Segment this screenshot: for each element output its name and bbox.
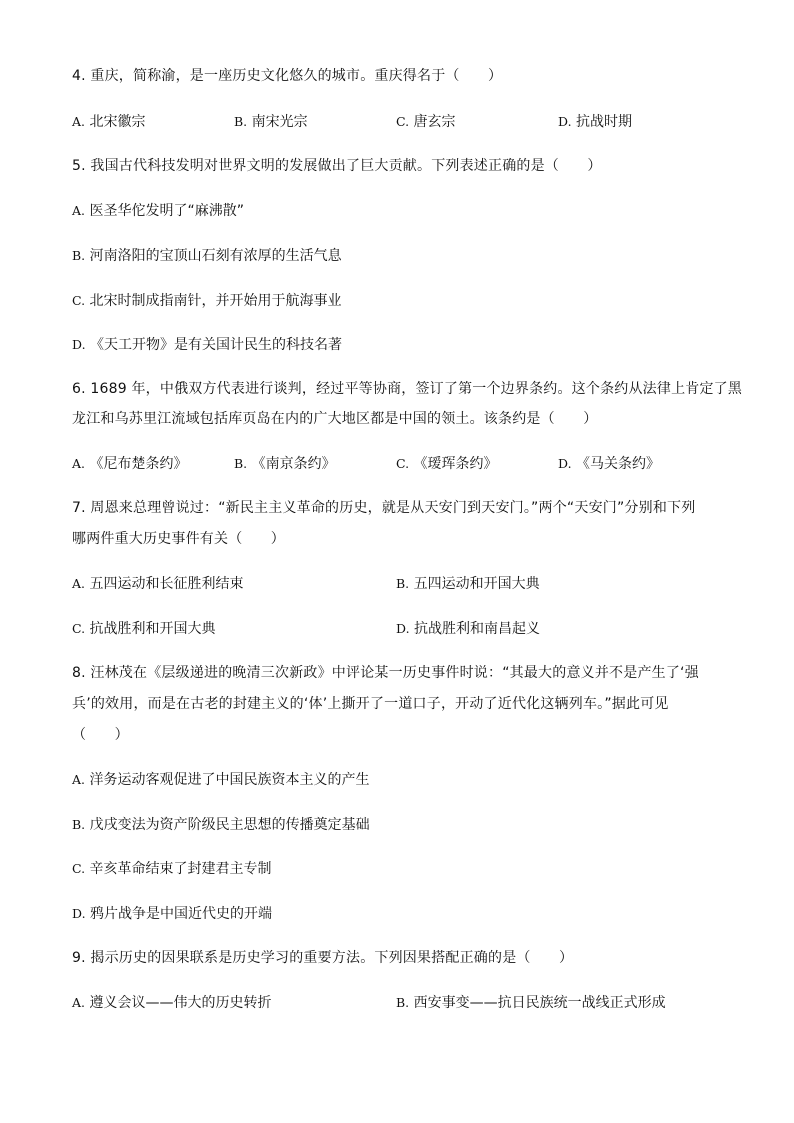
question-4-stem: 4. 重庆，简称渝，是一座历史文化悠久的城市。重庆得名于（ ） — [72, 68, 503, 84]
q4-option-b: B. 南宋光宗 — [234, 114, 308, 130]
question-7-stem-line-1: 7. 周恩来总理曾说过：“新民主主义革命的历史，就是从天安门到天安门。”两个“天安门”分别和下列 — [72, 500, 696, 516]
question-6-stem-line-2: 龙江和乌苏里江流域包括库页岛在内的广大地区都是中国的领土。该条约是（ ） — [72, 411, 598, 427]
question-8-stem-line-1: 8. 汪林茂在《层级递进的晚清三次新政》中评论某一历史事件时说：“其最大的意义并不是产生了‘强 — [72, 665, 699, 681]
q5-option-d: D. 《天工开物》是有关国计民生的科技名著 — [72, 337, 343, 353]
q7-option-a: A. 五四运动和长征胜利结束 — [72, 576, 244, 592]
q8-option-b: B. 戊戌变法为资产阶级民主思想的传播奠定基础 — [72, 817, 370, 833]
q5-option-b: B. 河南洛阳的宝顶山石刻有浓厚的生活气息 — [72, 248, 342, 264]
q8-option-a: A. 洋务运动客观促进了中国民族资本主义的产生 — [72, 772, 370, 788]
question-8-stem-line-2: 兵’的效用，而是在古老的封建主义的‘体’上撕开了一道口子，开动了近代化这辆列车。”据此可见 — [72, 696, 669, 712]
q4-option-c: C. 唐玄宗 — [396, 114, 456, 130]
question-7-stem-line-2: 哪两件重大历史事件有关（ ） — [72, 531, 285, 547]
q9-option-b: B. 西安事变——抗日民族统一战线正式形成 — [396, 995, 666, 1011]
q6-option-c: C. 《瑷珲条约》 — [396, 456, 498, 472]
q5-option-c: C. 北宋时制成指南针，并开始用于航海事业 — [72, 293, 342, 309]
question-6-stem-line-1: 6. 1689 年，中俄双方代表进行谈判，经过平等协商，签订了第一个边界条约。这个条约从法律上肯定了黑 — [72, 381, 743, 397]
q7-option-c: C. 抗战胜利和开国大典 — [72, 621, 216, 637]
q6-option-d: D. 《马关条约》 — [558, 456, 661, 472]
q6-option-b: B. 《南京条约》 — [234, 456, 336, 472]
q9-option-a: A. 遵义会议——伟大的历史转折 — [72, 995, 272, 1011]
q8-option-d: D. 鸦片战争是中国近代史的开端 — [72, 906, 273, 922]
q4-option-a: A. 北宋徽宗 — [72, 114, 146, 130]
question-5-stem: 5. 我国古代科技发明对世界文明的发展做出了巨大贡献。下列表述正确的是（ ） — [72, 158, 602, 174]
q5-option-a: A. 医圣华佗发明了“麻沸散” — [72, 203, 244, 219]
question-8-stem-line-3: （ ） — [72, 727, 129, 743]
q7-option-b: B. 五四运动和开国大典 — [396, 576, 540, 592]
q7-option-d: D. 抗战胜利和南昌起义 — [396, 621, 541, 637]
question-9-stem: 9. 揭示历史的因果联系是历史学习的重要方法。下列因果搭配正确的是（ ） — [72, 950, 574, 966]
q8-option-c: C. 辛亥革命结束了封建君主专制 — [72, 861, 272, 877]
q6-option-a: A. 《尼布楚条约》 — [72, 456, 188, 472]
q4-option-d: D. 抗战时期 — [558, 114, 633, 130]
